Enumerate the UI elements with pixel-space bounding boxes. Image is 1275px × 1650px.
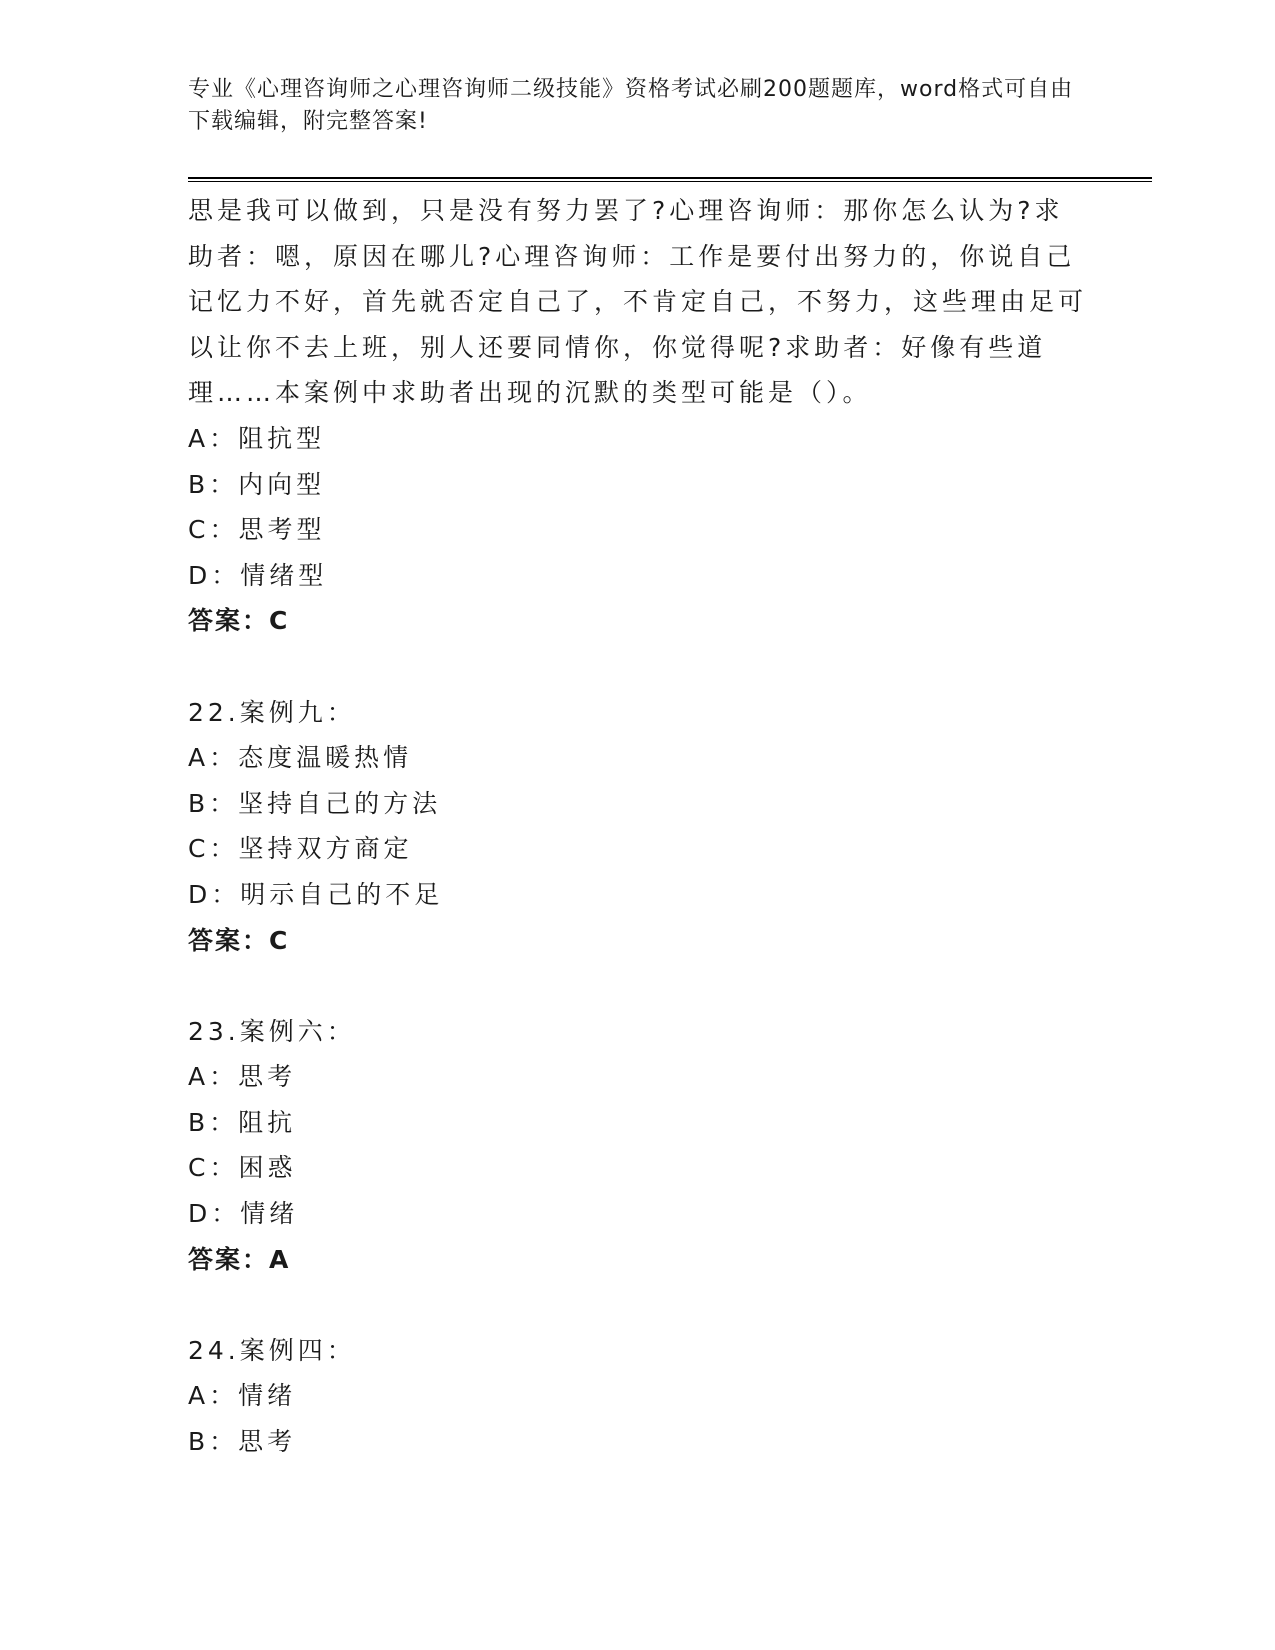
question-title: 23.案例六： xyxy=(188,1016,356,1046)
question-22 xyxy=(188,690,1088,964)
option-a: A：思考 xyxy=(188,1062,297,1092)
option-c: C：坚持双方商定 xyxy=(188,834,413,864)
question-content xyxy=(188,188,1088,1465)
answer-label: 答案：C xyxy=(188,925,290,955)
spacer xyxy=(188,644,1088,690)
option-c: C：困惑 xyxy=(188,1153,297,1183)
option-a: A：情绪 xyxy=(188,1381,297,1411)
header-divider xyxy=(188,177,1152,182)
question-21 xyxy=(188,188,1088,644)
option-b: B：坚持自己的方法 xyxy=(188,788,442,818)
question-title: 24.案例四： xyxy=(188,1335,356,1365)
option-c: C：思考型 xyxy=(188,515,326,545)
question-23 xyxy=(188,1009,1088,1283)
answer-label: 答案：C xyxy=(188,606,290,636)
question-stem: 思是我可以做到，只是没有努力罢了?心理咨询师：那你怎么认为?求助者：嗯，原因在哪儿?心理咨询师：工作是要付出努力的，你说自己记忆力不好，首先就否定自己了，不肯定自己，不努力，这些理由足可以让你不去上班，别人还要同情你，你觉得呢?求助者：好像有些道理……本案例中求助者出现的沉默的类型可能是（）。 xyxy=(188,196,1088,408)
option-d: D：情绪 xyxy=(188,1199,299,1229)
document-header xyxy=(188,74,1088,138)
question-title: 22.案例九： xyxy=(188,697,356,727)
spacer xyxy=(188,1282,1088,1328)
option-b: B：阻抗 xyxy=(188,1107,297,1137)
option-a: A：阻抗型 xyxy=(188,423,326,453)
header-title: 专业《心理咨询师之心理咨询师二级技能》资格考试必刷200题题库，word格式可自由下载编辑，附完整答案! xyxy=(188,77,1074,134)
question-24 xyxy=(188,1328,1088,1465)
option-a: A：态度温暖热情 xyxy=(188,743,413,773)
option-d: D：明示自己的不足 xyxy=(188,879,444,909)
option-b: B：内向型 xyxy=(188,469,326,499)
spacer xyxy=(188,963,1088,1009)
option-b: B：思考 xyxy=(188,1427,297,1457)
answer-label: 答案：A xyxy=(188,1244,291,1274)
option-d: D：情绪型 xyxy=(188,560,328,590)
